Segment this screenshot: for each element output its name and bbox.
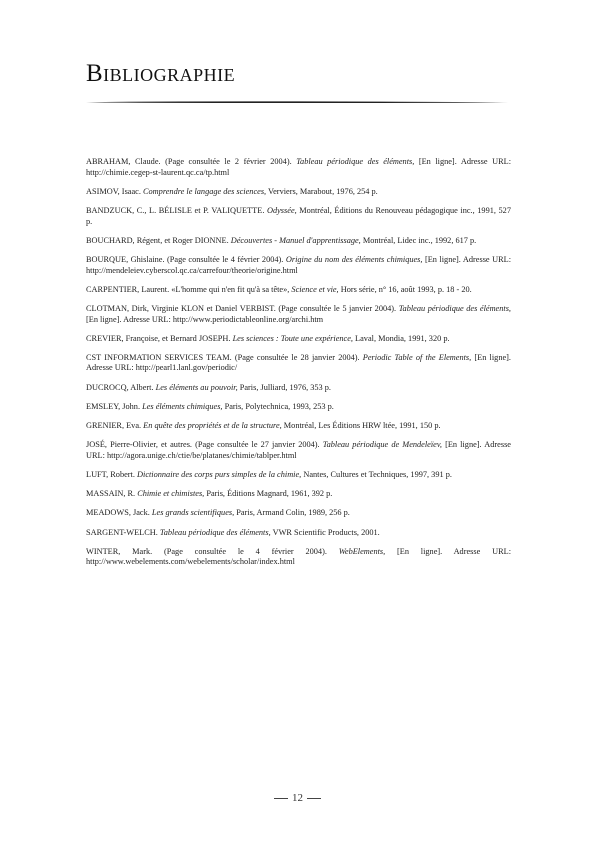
- entry-title: Les grands scientifiques,: [151, 508, 235, 518]
- entry-details: [En ligne]. Adresse URL: http://www.webelements.com/webelements/scholar/index.html: [86, 546, 512, 567]
- entry-author: CREVIER, Françoise, et Bernard JOSEPH.: [86, 333, 233, 343]
- entry-author: WINTER, Mark. (Page consultée le 4 février 2004).: [86, 546, 339, 556]
- bibliography-entry: [86, 255, 511, 276]
- entry-title: Chimie et chimistes,: [137, 489, 205, 499]
- entry-details: [En ligne]. Adresse URL: http://mendeleiev.cyberscol.qc.ca/carrefour/theorie/origine.html: [86, 254, 512, 275]
- entry-author: MASSAIN, R.: [86, 489, 138, 499]
- entry-title: En quête des propriétés et de la structure,: [143, 421, 282, 431]
- entry-details: Verviers, Marabout, 1976, 254 p.: [266, 186, 378, 196]
- entry-details: Montréal, Lidec inc., 1992, 617 p.: [360, 235, 477, 245]
- bibliography-entry: [86, 440, 511, 461]
- entry-details: [En ligne]. Adresse URL: http://www.periodictableonline.org/archi.htm: [86, 314, 324, 324]
- entry-title: Science et vie,: [291, 284, 339, 294]
- entry-title: Les sciences : Toute une expérience,: [232, 333, 353, 343]
- page-number: 12: [292, 792, 303, 804]
- bibliography-list: [86, 157, 511, 577]
- entry-title: Odyssée,: [266, 205, 297, 215]
- bibliography-entry: [86, 421, 511, 432]
- entry-author: DUCROCQ, Albert.: [86, 382, 156, 392]
- entry-author: CLOTMAN, Dirk, Virginie KLON et Daniel VERBIST. (Page consultée le 5 janvier 2004).: [86, 303, 399, 313]
- entry-title: Comprendre le langage des sciences,: [143, 186, 267, 196]
- entry-author: GRENIER, Eva.: [86, 421, 144, 431]
- bibliography-entry: [86, 187, 511, 198]
- entry-title: Les éléments chimiques,: [142, 401, 223, 411]
- entry-details: Paris, Éditions Magnard, 1961, 392 p.: [204, 489, 333, 499]
- entry-author: BOURQUE, Ghislaine. (Page consultée le 4 février 2004).: [86, 254, 286, 264]
- page-footer: [0, 792, 595, 804]
- bibliography-entry: [86, 508, 511, 519]
- footer-dash-left: [274, 798, 288, 799]
- bibliography-entry: [86, 206, 511, 227]
- page-title: Bibliographie: [86, 60, 236, 87]
- entry-author: BOUCHARD, Régent, et Roger DIONNE.: [86, 235, 231, 245]
- entry-title: Periodic Table of the Elements,: [362, 352, 472, 362]
- entry-title: Tableau périodique des éléments,: [159, 527, 271, 537]
- bibliography-entry: [86, 547, 511, 568]
- entry-details: [En ligne]. Adresse URL: http://pearl1.lanl.gov/periodic/: [86, 352, 511, 373]
- entry-details: Paris, Polytechnica, 1993, 253 p.: [222, 401, 334, 411]
- entry-details: [En ligne]. Adresse URL: http://chimie.cegep-st-laurent.qc.ca/tp.html: [86, 157, 511, 177]
- entry-author: MEADOWS, Jack.: [86, 508, 152, 518]
- entry-author: ASIMOV, Isaac.: [86, 186, 143, 196]
- entry-details: VWR Scientific Products, 2001.: [270, 527, 380, 537]
- bibliography-entry: [86, 470, 511, 481]
- entry-title: WebElements,: [338, 546, 386, 556]
- entry-author: SARGENT-WELCH.: [86, 527, 160, 537]
- entry-details: Paris, Armand Colin, 1989, 256 p.: [234, 508, 350, 518]
- entry-title: Dictionnaire des corps purs simples de la chimie,: [137, 470, 302, 479]
- entry-title: Les éléments au pouvoir,: [155, 382, 238, 392]
- entry-title: Découvertes - Manuel d'apprentissage,: [230, 235, 361, 245]
- entry-author: LUFT, Robert.: [86, 470, 138, 479]
- bibliography-entry: [86, 353, 511, 374]
- bibliography-entry: [86, 285, 511, 296]
- entry-details: Nantes, Cultures et Techniques, 1997, 391 p.: [301, 470, 452, 479]
- entry-details: Hors série, n° 16, août 1993, p. 18 - 20.: [338, 284, 472, 294]
- bibliography-entry: [86, 236, 511, 247]
- bibliography-entry: [86, 383, 511, 394]
- entry-title: Tableau périodique des éléments,: [398, 303, 511, 313]
- entry-details: Montréal, Éditions du Renouveau pédagogique inc., 1991, 527 p.: [86, 205, 511, 226]
- entry-author: JOSÉ, Pierre-Olivier, et autres. (Page consultée le 27 janvier 2004).: [86, 440, 323, 450]
- entry-details: Montréal, Les Éditions HRW ltée, 1991, 150 p.: [281, 421, 441, 431]
- entry-title: Tableau périodique des éléments,: [296, 157, 415, 166]
- bibliography-entry: [86, 157, 511, 178]
- entry-author: BANDZUCK, C., L. BÉLISLE et P. VALIQUETTE.: [86, 205, 267, 215]
- entry-details: Paris, Julliard, 1976, 353 p.: [237, 382, 331, 392]
- bibliography-entry: [86, 334, 511, 345]
- bibliography-entry: [86, 528, 511, 539]
- entry-title: Origine du nom des éléments chimiques,: [285, 254, 423, 264]
- entry-author: ABRAHAM, Claude. (Page consultée le 2 février 2004).: [86, 157, 297, 166]
- title-underline-rule: [86, 99, 512, 105]
- entry-details: Laval, Mondia, 1991, 320 p.: [352, 333, 450, 343]
- entry-author: CARPENTIER, Laurent. «L'homme qui n'en fit qu'à sa tête»,: [86, 284, 292, 294]
- footer-dash-right: [307, 798, 321, 799]
- bibliography-entry: [86, 304, 511, 325]
- entry-title: Tableau périodique de Mendeleïev,: [322, 440, 442, 450]
- bibliography-entry: [86, 402, 511, 413]
- entry-details: [En ligne]. Adresse URL: http://agora.unige.ch/ctie/be/platanes/chimie/tablper.html: [86, 440, 511, 460]
- entry-author: EMSLEY, John.: [86, 401, 143, 411]
- bibliography-entry: [86, 489, 511, 500]
- entry-author: CST INFORMATION SERVICES TEAM. (Page consultée le 28 janvier 2004).: [86, 352, 363, 362]
